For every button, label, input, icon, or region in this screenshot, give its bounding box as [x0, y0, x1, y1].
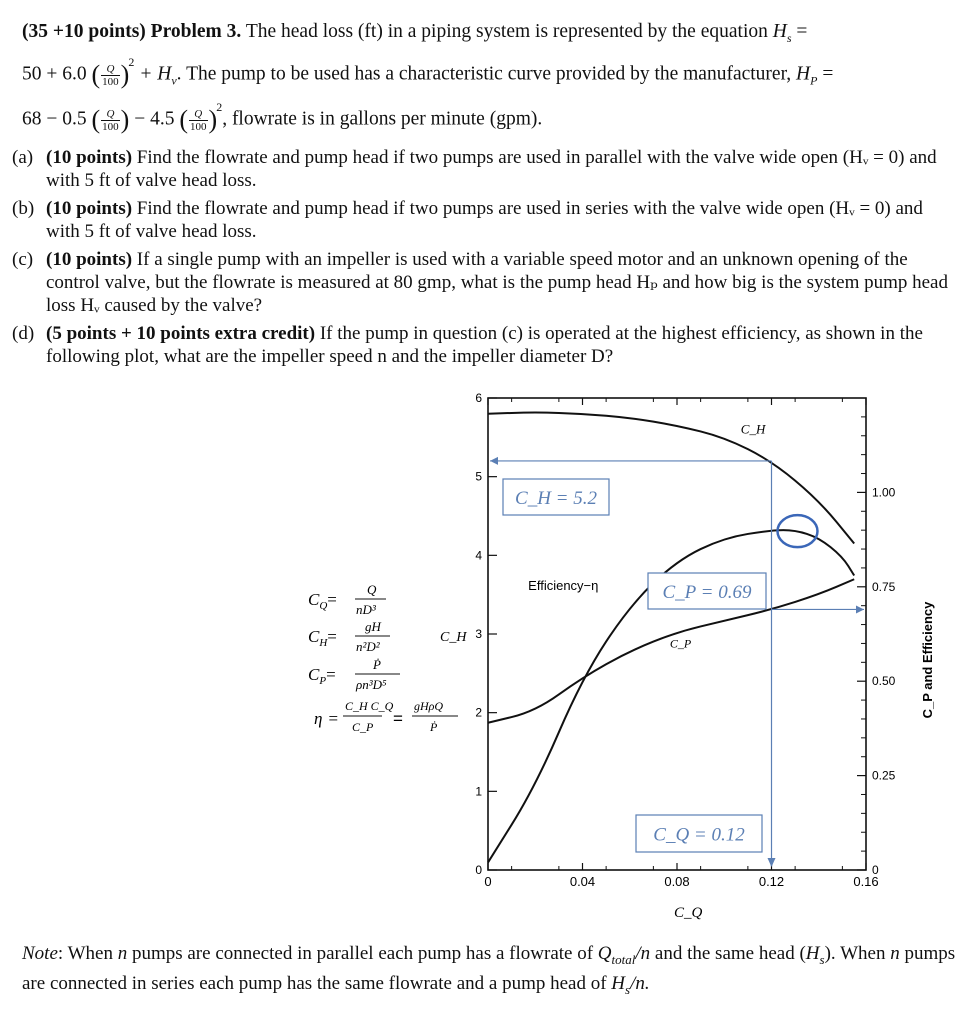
note-text-5: pumps are connected in series each pump has the same flowrate and a pump head of: [22, 943, 956, 994]
eta-lhs: η =: [314, 709, 339, 728]
y-right-tick-label: 0.25: [872, 768, 896, 783]
eta-den1: C_P: [352, 720, 374, 734]
y-left-tick-label: 3: [475, 627, 482, 641]
note-slash-n: /n: [635, 943, 651, 964]
eta-num2: gHρQ: [414, 699, 444, 713]
frac-den-b: 100: [102, 120, 119, 133]
cp-arrowhead: [856, 605, 864, 613]
cp-annotation-text: C_P = 0.69: [662, 582, 752, 603]
part-b-points: (10 points): [46, 198, 133, 219]
x-tick-label: 0.08: [664, 874, 690, 889]
note-n: n: [117, 943, 128, 964]
curve-label-cp: C_P: [669, 636, 692, 651]
y-right-tick-label: 0.75: [872, 579, 896, 594]
eta-eq-2: =: [393, 709, 403, 728]
y-left-tick-label: 4: [475, 548, 482, 563]
part-d-text: If the pump in question (c) is operated at the highest efficiency, as shown in the following plot, what are the impeller speed n and the impeller diameter D?: [46, 323, 923, 367]
pump-performance-chart: [0, 390, 979, 930]
cq-annotation-text: C_Q = 0.12: [653, 824, 745, 846]
x-axis-title: C_Q: [674, 905, 703, 921]
cq-num: Q: [367, 582, 377, 597]
x-tick-label: 0: [484, 874, 492, 889]
eta-num1: C_H C_Q: [345, 699, 394, 713]
problem-intro-2: . The pump to be used has a characteristic curve provided by the manufacturer,: [176, 63, 792, 85]
curve-c-h: [488, 413, 854, 544]
note-text-4: ). When: [824, 943, 891, 964]
part-b-text: Find the flowrate and pump head if two pumps are used in series with the valve wide open (Hᵥ = 0) and with 5 ft of valve head loss.: [46, 198, 923, 242]
ch-den: n²D²: [356, 639, 380, 654]
note-label: Note: [22, 943, 58, 964]
note-text-6: /n.: [630, 972, 650, 994]
y-left-tick-label: 5: [475, 469, 482, 484]
part-c-points: (10 points): [46, 249, 133, 270]
curve-label-ch: C_H: [740, 421, 766, 437]
square-exp: 2: [128, 55, 135, 69]
y-left-tick-label: 1: [475, 784, 482, 799]
problem-line-1: [22, 20, 807, 50]
frac-den-c: 100: [190, 120, 207, 133]
equals-sign: =: [796, 21, 808, 42]
frac-num-b: Q: [106, 107, 115, 120]
eq-minus-45: − 4.5: [134, 108, 175, 130]
hp-sub: P: [810, 73, 818, 88]
fraction-q-100-b: [101, 108, 120, 133]
curve-label-efficiency: Efficiency−η: [528, 577, 599, 593]
problem-intro-1: The head loss (ft) in a piping system is represented by the equation: [245, 21, 768, 42]
part-b-label: (b): [12, 198, 35, 219]
fraction-q-100: [101, 63, 120, 88]
part-a-label: (a): [12, 147, 34, 168]
note-hs: H: [805, 943, 820, 964]
cp-den: ρn³D⁵: [356, 677, 387, 692]
x-tick-label: 0.16: [853, 874, 879, 889]
problem-line-3: 68 − 0.5 ( $\frac{Q}{100}$ ) − 4.5 ( $\frac{Q}{100}$ )$^2$, flowrate is in gallons per minute (gpm).: [22, 100, 543, 135]
cq-lhs: $C_Q=$: [308, 590, 337, 612]
note-qtotal: Q: [597, 943, 612, 964]
eta-den2: Ṗ: [430, 720, 438, 734]
part-c: [12, 248, 952, 317]
part-a: [12, 146, 952, 192]
ch-num: gH: [365, 619, 381, 634]
parts-list: [12, 146, 952, 368]
hv-sub: v: [171, 73, 177, 88]
cq-den: nD³: [356, 602, 376, 617]
y-right-tick-label: 1.00: [872, 485, 896, 500]
problem-intro-3: , flowrate is in gallons per minute (gpm).: [222, 108, 543, 130]
eq-68: 68 − 0.5: [22, 108, 87, 130]
cq-arrowhead: [768, 858, 776, 867]
cp-num: Ṗ: [373, 657, 381, 672]
frac-num: Q: [106, 62, 115, 75]
y-left-tick-label: 6: [475, 391, 482, 405]
frac-den: 100: [102, 75, 119, 88]
x-tick-label: 0.04: [569, 874, 596, 889]
part-a-text: Find the flowrate and pump head if two pumps are used in parallel with the valve wide open (Hᵥ = 0) and with 5 ft of valve head loss.: [46, 147, 937, 191]
note-text-2: pumps are connected in parallel each pump has a flowrate of: [127, 943, 598, 964]
part-c-text: If a single pump with an impeller is used with a variable speed motor and an unknown opening of the control valve, but the flowrate is measured at 80 gmp, what is the pump head Hₚ and how big is the system pump head loss Hᵥ caused by the valve?: [46, 249, 948, 316]
part-b: [12, 197, 952, 243]
part-d-points: (5 points + 10 points extra credit): [46, 323, 316, 344]
equals-sign-2: =: [822, 63, 834, 85]
hp-symbol: H: [796, 63, 811, 85]
problem-points-label: (35 +10 points) Problem 3.: [22, 21, 242, 42]
note-hs-sub: s: [819, 951, 825, 967]
ch-lhs: $C_H=$: [308, 627, 337, 649]
note-hs2-sub: s: [625, 981, 631, 997]
annotations: [490, 421, 864, 867]
cp-lhs: $C_P=$: [308, 665, 336, 687]
note: [22, 942, 957, 1002]
part-d: [12, 322, 952, 368]
note-text-3: and the same head (: [650, 943, 806, 964]
note-text-1: : When: [57, 943, 118, 964]
square-exp-2: 2: [216, 100, 223, 114]
y-left-tick-label: 2: [475, 705, 482, 720]
y-left-tick-label: 0: [475, 863, 482, 877]
y-right-tick-label: 0: [872, 863, 879, 877]
y-axis-left-title: C_H: [440, 630, 467, 645]
ch-arrowhead: [490, 457, 498, 465]
y-axis-right-title: C_P and Efficiency: [920, 601, 935, 719]
eq-50: 50 + 6.0: [22, 63, 87, 85]
fraction-q-100-c: [189, 108, 208, 133]
part-d-label: (d): [12, 323, 35, 344]
dimensionless-formulas: [308, 582, 458, 734]
part-a-points: (10 points): [46, 147, 133, 168]
x-tick-label: 0.12: [758, 874, 785, 889]
note-n2: n: [890, 943, 900, 964]
note-qtotal-sub: total: [611, 951, 636, 967]
note-hs2: H: [611, 972, 626, 994]
frac-num-c: Q: [194, 107, 203, 120]
plus-hv: + H: [139, 63, 172, 85]
problem-line-2: 50 + 6.0 ( $\frac{Q}{100}$ )$^2 + H_v$. The pump to be used has a characteristic curve provided by the manufacturer, $H_P$ =: [22, 55, 834, 90]
part-c-label: (c): [12, 249, 34, 270]
hs-sub: s: [786, 30, 792, 45]
ch-annotation-text: C_H = 5.2: [515, 488, 597, 509]
y-right-tick-label: 0.50: [872, 674, 896, 689]
hs-symbol: H: [772, 21, 787, 42]
